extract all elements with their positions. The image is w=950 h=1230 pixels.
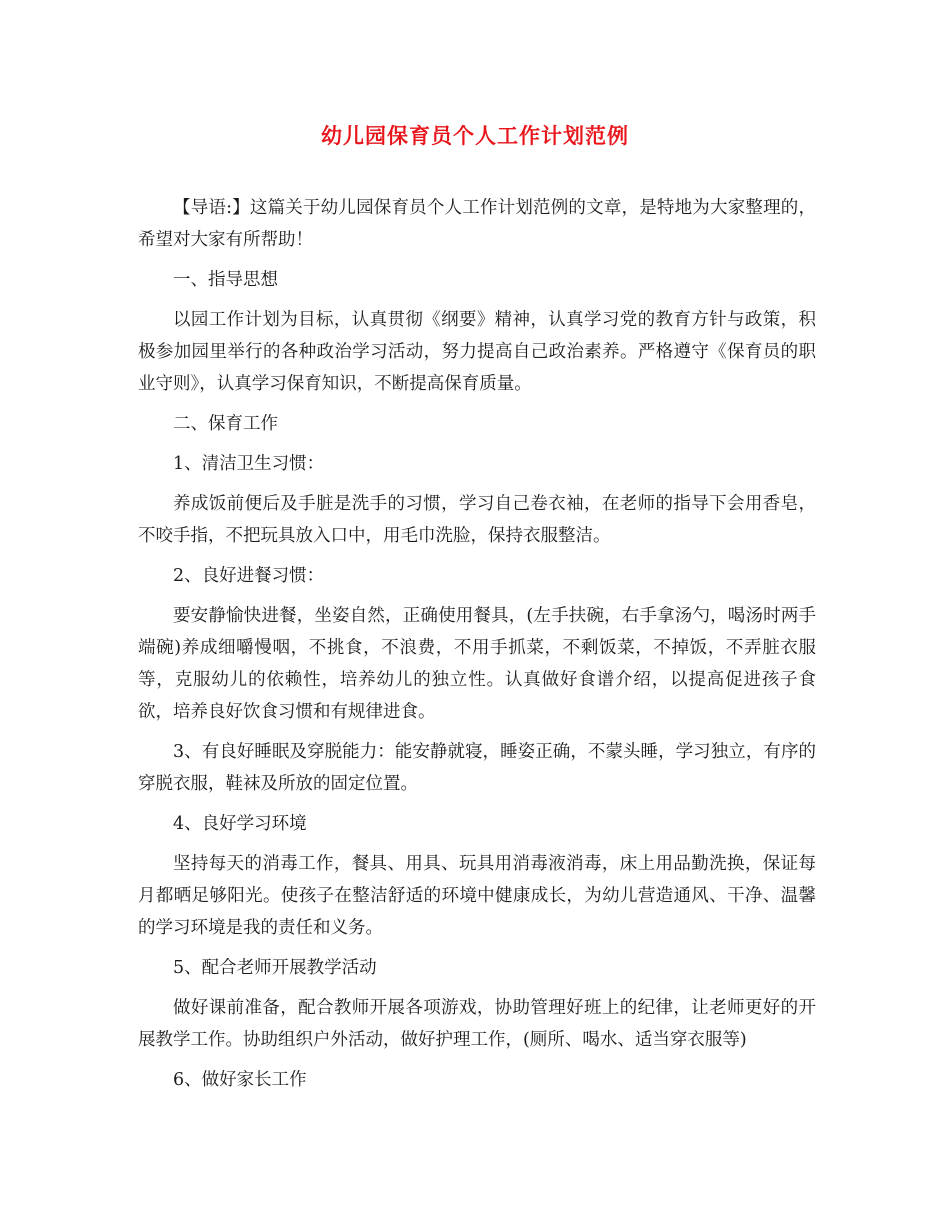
learning-environment-paragraph: 坚持每天的消毒工作，餐具、用具、玩具用消毒液消毒，床上用品勤洗换，保证每月都晒足够阳光。使孩子在整洁舒适的环境中健康成长，为幼儿营造通风、干净、温馨的学习环境是我的责任和义务。 [138, 854, 816, 938]
subheading-hygiene-habits: 1、清洁卫生习惯： [173, 454, 325, 474]
teaching-support-paragraph: 做好课前准备，配合教师开展各项游戏，协助管理好班上的纪律，让老师更好的开展教学工作。协助组织户外活动，做好护理工作，(厕所、喝水、适当穿衣服等) [138, 998, 816, 1050]
section-heading-guiding-thought: 一、指导思想 [173, 270, 278, 290]
sleep-dressing-paragraph: 3、有良好睡眠及穿脱能力：能安静就寝，睡姿正确，不蒙头睡，学习独立，有序的穿脱衣服，鞋袜及所放的固定位置。 [138, 742, 816, 794]
subheading-learning-environment: 4、良好学习环境 [173, 814, 307, 834]
eating-habits-paragraph: 要安静愉快进餐，坐姿自然，正确使用餐具，(左手扶碗，右手拿汤勺，喝汤时两手端碗)养成细嚼慢咽，不挑食，不浪费，不用手抓菜，不剩饭菜，不掉饭，不弄脏衣服等，克服幼儿的依赖性，培养幼儿的独立性。认真做好食谱介绍，以提高促进孩子食欲，培养良好饮食习惯和有规律进食。 [138, 606, 816, 722]
subheading-eating-habits: 2、良好进餐习惯： [173, 566, 325, 586]
document-body [138, 192, 816, 1104]
document-title: 幼儿园保育员个人工作计划范例 [321, 123, 629, 148]
hygiene-habits-paragraph: 养成饭前便后及手脏是洗手的习惯，学习自己卷衣袖，在老师的指导下会用香皂，不咬手指，不把玩具放入口中，用毛巾洗脸，保持衣服整洁。 [138, 494, 816, 546]
subheading-teaching-support: 5、配合老师开展教学活动 [173, 958, 377, 978]
guiding-thought-paragraph: 以园工作计划为目标，认真贯彻《纲要》精神，认真学习党的教育方针与政策，积极参加园里举行的各种政治学习活动，努力提高自己政治素养。严格遵守《保育员的职业守则》，认真学习保育知识，不断提高保育质量。 [138, 310, 816, 394]
section-heading-care-work: 二、保育工作 [173, 414, 278, 434]
intro-paragraph: 【导语:】这篇关于幼儿园保育员个人工作计划范例的文章，是特地为大家整理的，希望对大家有所帮助！ [138, 198, 816, 250]
subheading-parent-work: 6、做好家长工作 [173, 1070, 307, 1090]
